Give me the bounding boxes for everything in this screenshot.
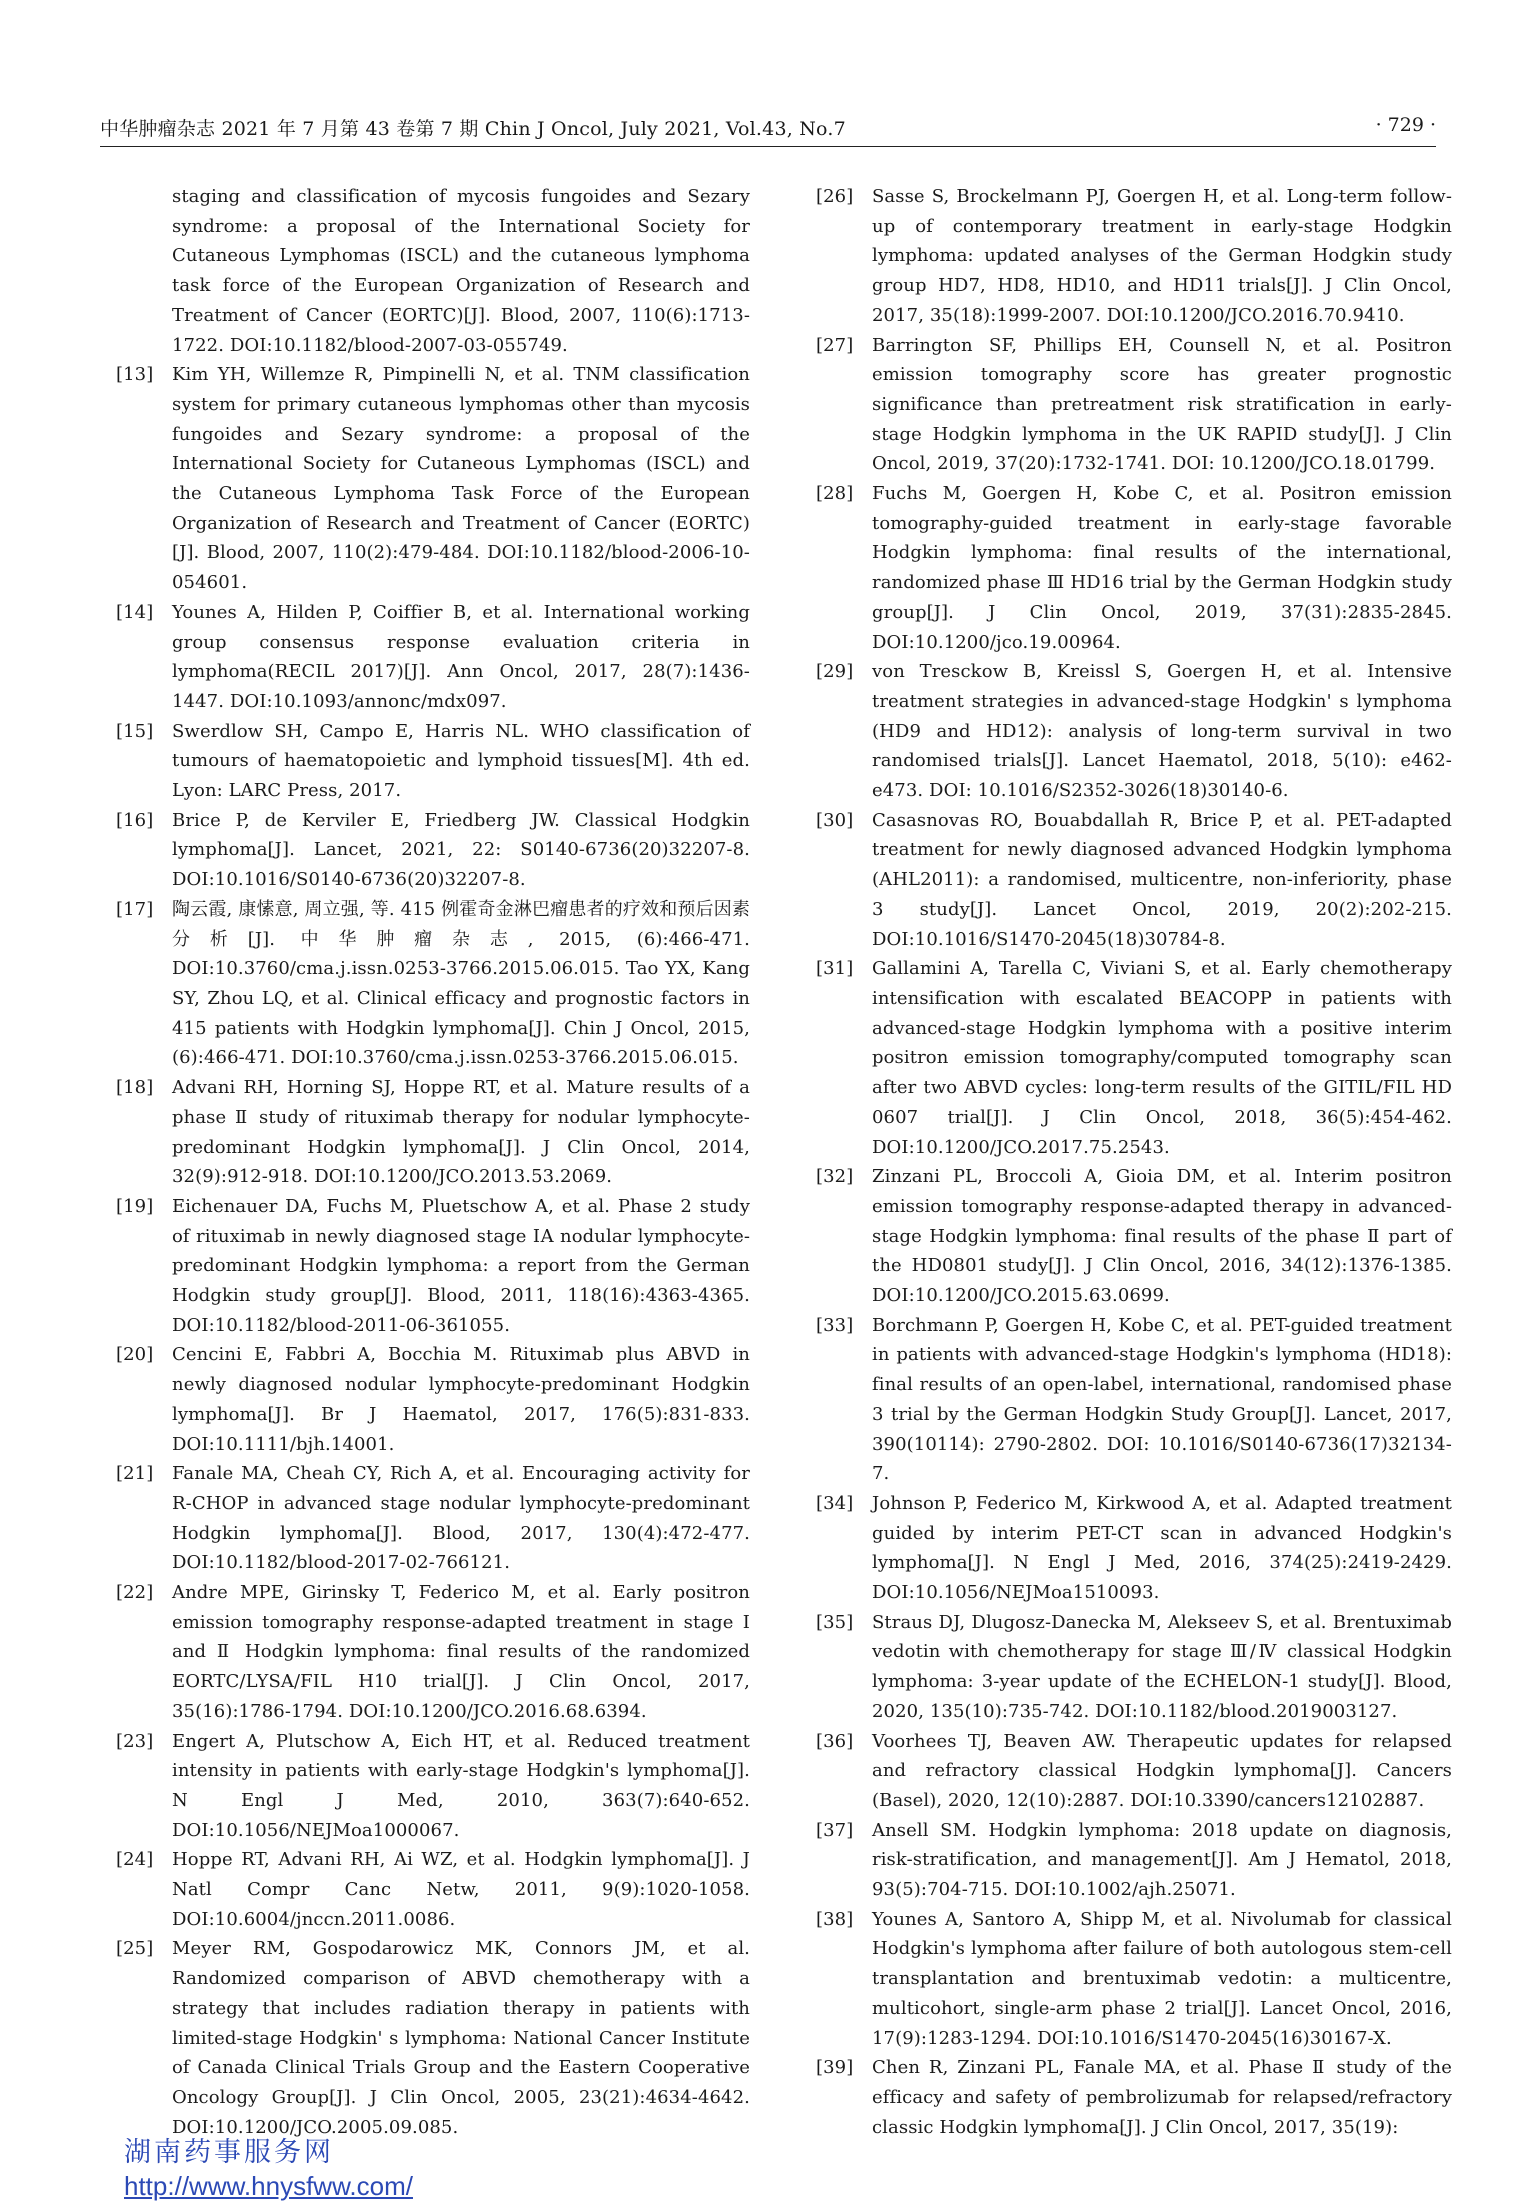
reference-number: [26] — [816, 186, 854, 207]
reference-item — [816, 479, 1452, 657]
reference-text: Advani RH, Horning SJ, Hoppe RT, et al. Mature results of a phase Ⅱ study of rituximab therapy for nodular lymphocyte-predominant Hodgkin lymphoma[J]. J Clin Oncol, 2014, 32(9):912-918. DOI:10.1200/JCO.2013.53.2069. — [172, 1077, 750, 1188]
reference-item — [122, 182, 750, 360]
reference-number: [18] — [116, 1077, 154, 1099]
reference-number: [16] — [116, 809, 154, 831]
reference-number: [34] — [816, 1492, 854, 1514]
reference-item — [116, 1192, 750, 1341]
reference-item — [116, 1845, 750, 1934]
watermark-footer — [124, 2130, 413, 2202]
reference-number: [21] — [116, 1463, 154, 1485]
reference-number: [22] — [116, 1582, 154, 1604]
reference-text: Sasse S, Brockelmann PJ, Goergen H, et al. Long-term follow-up of contemporary treatment in early-stage Hodgkin lymphoma: updated analyses of the German Hodgkin study group HD7, HD8, HD10, and HD11 trials[J]. J Clin Oncol, 2017, 35(18):1999-2007. DOI:10.1200/JCO.2016.70.9410. — [872, 186, 1452, 326]
reference-text: Eichenauer DA, Fuchs M, Pluetschow A, et al. Phase 2 study of rituximab in newly diagnosed stage ⅠA nodular lymphocyte-predominant Hodgkin lymphoma: a report from the German Hodgkin study group[J]. Blood, 2011, 118(16):4363-4365. DOI:10.1182/blood-2011-06-361055. — [172, 1195, 750, 1336]
journal-citation-line: 中华肿瘤杂志 2021 年 7 月第 43 卷第 7 期 Chin J Oncol, July 2021, Vol.43, No.7 — [100, 118, 846, 140]
reference-text: Zinzani PL, Broccoli A, Gioia DM, et al. Interim positron emission tomography response-adapted therapy in advanced-stage Hodgkin lymphoma: final results of the phase Ⅱ part of the HD0801 study[J]. J Clin Oncol, 2016, 34(12):1376-1385. DOI:10.1200/JCO.2015.63.0699. — [872, 1166, 1452, 1307]
reference-number: [14] — [116, 601, 154, 623]
reference-text: Fanale MA, Cheah CY, Rich A, et al. Encouraging activity for R-CHOP in advanced stage nodular lymphocyte-predominant Hodgkin lymphoma[J]. Blood, 2017, 130(4):472-477. DOI:10.1182/blood-2017-02-766121. — [172, 1463, 750, 1574]
reference-item — [116, 806, 750, 895]
reference-item — [116, 1073, 750, 1192]
reference-item — [816, 1727, 1452, 1816]
reference-number: [29] — [816, 661, 854, 683]
reference-text: Straus DJ, Dlugosz-Danecka M, Alekseev S, et al. Brentuximab vedotin with chemotherapy for stage Ⅲ/Ⅳ classical Hodgkin lymphoma: 3-year update of the ECHELON-1 study[J]. Blood, 2020, 135(10):735-742. DOI:10.1182/blood.2019003127. — [872, 1611, 1452, 1722]
reference-item — [816, 1489, 1452, 1608]
reference-item — [116, 1340, 750, 1459]
reference-text: Ansell SM. Hodgkin lymphoma: 2018 update on diagnosis, risk-stratification, and management[J]. Am J Hematol, 2018, 93(5):704-715. DOI:10.1002/ajh.25071. — [872, 1819, 1452, 1901]
reference-item — [816, 1311, 1452, 1489]
reference-number: [17] — [116, 898, 154, 920]
reference-text: Younes A, Santoro A, Shipp M, et al. Nivolumab for classical Hodgkin's lymphoma after failure of both autologous stem-cell transplantation and brentuximab vedotin: a multicentre, multicohort, single-arm phase 2 trial[J]. Lancet Oncol, 2016, 17(9):1283-1294. DOI:10.1016/S1470-2045(16)30167-X. — [872, 1908, 1452, 2049]
reference-text: Hoppe RT, Advani RH, Ai WZ, et al. Hodgkin lymphoma[J]. J Natl Compr Canc Netw, 2011, 9(9):1020-1058. DOI:10.6004/jnccn.2011.0086. — [172, 1849, 750, 1930]
reference-item — [116, 1727, 750, 1846]
reference-text: Chen R, Zinzani PL, Fanale MA, et al. Phase Ⅱ study of the efficacy and safety of pembrolizumab for relapsed/refractory classic Hodgkin lymphoma[J]. J Clin Oncol, 2017, 35(19): — [872, 2057, 1452, 2138]
reference-number: [25] — [116, 1938, 154, 1960]
reference-text: Engert A, Plutschow A, Eich HT, et al. Reduced treatment intensity in patients with early-stage Hodgkin's lymphoma[J]. N Engl J Med, 2010, 363(7):640-652. DOI:10.1056/NEJMoa1000067. — [172, 1730, 750, 1841]
reference-number: [19] — [116, 1195, 154, 1217]
reference-text: Borchmann P, Goergen H, Kobe C, et al. PET-guided treatment in patients with advanced-stage Hodgkin's lymphoma (HD18): final results of an open-label, international, randomised phase 3 trial by the German Hodgkin Study Group[J]. Lancet, 2017, 390(10114): 2790-2802. DOI: 10.1016/S0140-6736(17)32134-7. — [872, 1314, 1452, 1485]
reference-text: Fuchs M, Goergen H, Kobe C, et al. Positron emission tomography-guided treatment in early-stage favorable Hodgkin lymphoma: final results of the international, randomized phase Ⅲ HD16 trial by the German Hodgkin study group[J]. J Clin Oncol, 2019, 37(31):2835-2845. DOI:10.1200/jco.19.00964. — [872, 483, 1452, 653]
reference-text: Kim YH, Willemze R, Pimpinelli N, et al. TNM classification system for primary cutaneous lymphomas other than mycosis fungoides and Sezary syndrome: a proposal of the International Society for Cutaneous Lymphomas (ISCL) and the Cutaneous Lymphoma Task Force of the European Organization of Research and Treatment of Cancer (EORTC)[J]. Blood, 2007, 110(2):479-484. DOI:10.1182/blood-2006-10-054601. — [172, 364, 750, 594]
reference-item — [816, 1162, 1452, 1311]
site-name: 湖南药事服务网 — [124, 2137, 334, 2167]
reference-item — [116, 360, 750, 598]
reference-item — [116, 717, 750, 806]
reference-text: von Tresckow B, Kreissl S, Goergen H, et al. Intensive treatment strategies in advanced-stage Hodgkin' s lymphoma (HD9 and HD12): analysis of long-term survival in two randomised trials[J]. Lancet Haematol, 2018, 5(10): e462-e473. DOI: 10.1016/S2352-3026(18)30140-6. — [872, 661, 1452, 802]
reference-item — [816, 1816, 1452, 1905]
reference-item — [116, 1459, 750, 1578]
reference-number: [33] — [816, 1314, 854, 1336]
reference-item — [816, 2053, 1452, 2142]
reference-text: 陶云霞, 康愫意, 周立强, 等. 415 例霍奇金淋巴瘤患者的疗效和预后因素分析[J]. 中华肿瘤杂志, 2015, (6):466-471. DOI:10.3760/cma.j.issn.0253-3766.2015.06.015. Tao YX, Kang SY, Zhou LQ, et al. Clinical efficacy and prognostic factors in 415 patients with Hodgkin lymphoma[J]. Chin J Oncol, 2015, (6):466-471. DOI:10.3760/cma.j.issn.0253-3766.2015.06.015. — [172, 898, 750, 1069]
reference-item — [816, 806, 1452, 955]
reference-item — [816, 1905, 1452, 2054]
reference-text: Johnson P, Federico M, Kirkwood A, et al. Adapted treatment guided by interim PET-CT scan in advanced Hodgkin's lymphoma[J]. N Engl J Med, 2016, 374(25):2419-2429. DOI:10.1056/NEJMoa1510093. — [872, 1492, 1452, 1604]
reference-number: [35] — [816, 1611, 854, 1633]
reference-text: Meyer RM, Gospodarowicz MK, Connors JM, et al. Randomized comparison of ABVD chemotherapy with a strategy that includes radiation therapy in patients with limited-stage Hodgkin' s lymphoma: National Cancer Institute of Canada Clinical Trials Group and the Eastern Cooperative Oncology Group[J]. J Clin Oncol, 2005, 23(21):4634-4642. DOI:10.1200/JCO.2005.09.085. — [172, 1938, 750, 2138]
reference-column-right — [816, 182, 1452, 2142]
reference-item — [816, 657, 1452, 806]
reference-text: Brice P, de Kerviler E, Friedberg JW. Classical Hodgkin lymphoma[J]. Lancet, 2021, 22: S0140-6736(20)32207-8. DOI:10.1016/S0140-6736(20)32207-8. — [172, 809, 750, 891]
reference-number: [13] — [116, 364, 154, 386]
reference-number: [28] — [816, 483, 854, 505]
reference-item — [816, 331, 1452, 480]
reference-number: [39] — [816, 2057, 854, 2079]
reference-number: [27] — [816, 334, 854, 356]
reference-item — [116, 598, 750, 717]
reference-number: [36] — [816, 1730, 854, 1752]
reference-number: [24] — [116, 1849, 154, 1871]
reference-item — [116, 1934, 750, 2142]
reference-number: [30] — [816, 809, 854, 831]
reference-item — [816, 182, 1452, 331]
reference-number: [15] — [116, 720, 154, 742]
reference-text: Cencini E, Fabbri A, Bocchia M. Rituximab plus ABVD in newly diagnosed nodular lymphocyte-predominant Hodgkin lymphoma[J]. Br J Haematol, 2017, 176(5):831-833. DOI:10.1111/bjh.14001. — [172, 1344, 750, 1455]
reference-number: [31] — [816, 958, 854, 980]
reference-number: [20] — [116, 1344, 154, 1366]
running-header — [100, 112, 1436, 147]
reference-item — [116, 895, 750, 1073]
reference-text: staging and classification of mycosis fungoides and Sezary syndrome: a proposal of the International Society for Cutaneous Lymphomas (ISCL) and the cutaneous lymphoma task force of the European Organization of Research and Treatment of Cancer (EORTC)[J]. Blood, 2007, 110(6):1713-1722. DOI:10.1182/blood-2007-03-055749. — [172, 186, 750, 356]
reference-item — [116, 1578, 750, 1727]
reference-text: Voorhees TJ, Beaven AW. Therapeutic updates for relapsed and refractory classical Hodgkin lymphoma[J]. Cancers (Basel), 2020, 12(10):2887. DOI:10.3390/cancers12102887. — [872, 1730, 1452, 1811]
reference-text: Casasnovas RO, Bouabdallah R, Brice P, et al. PET-adapted treatment for newly diagnosed advanced Hodgkin lymphoma (AHL2011): a randomised, multicentre, non-inferiority, phase 3 study[J]. Lancet Oncol, 2019, 20(2):202-215. DOI:10.1016/S1470-2045(18)30784-8. — [872, 809, 1452, 950]
reference-column-left — [116, 182, 750, 2142]
reference-item — [816, 954, 1452, 1162]
reference-item — [816, 1608, 1452, 1727]
reference-text: Barrington SF, Phillips EH, Counsell N, et al. Positron emission tomography score has greater prognostic significance than pretreatment risk stratification in early-stage Hodgkin lymphoma in the UK RAPID study[J]. J Clin Oncol, 2019, 37(20):1732-1741. DOI: 10.1200/JCO.18.01799. — [872, 334, 1452, 475]
reference-text: Swerdlow SH, Campo E, Harris NL. WHO classification of tumours of haematopoietic and lymphoid tissues[M]. 4th ed. Lyon: LARC Press, 2017. — [172, 720, 750, 802]
reference-number: [38] — [816, 1908, 854, 1930]
site-url-link[interactable]: http://www.hnysfww.com/ — [124, 2171, 413, 2201]
reference-number: [37] — [816, 1819, 854, 1841]
reference-text: Gallamini A, Tarella C, Viviani S, et al. Early chemotherapy intensification with escalated BEACOPP in patients with advanced-stage Hodgkin lymphoma with a positive interim positron emission tomography/computed tomography scan after two ABVD cycles: long-term results of the GITIL/FIL HD 0607 trial[J]. J Clin Oncol, 2018, 36(5):454-462. DOI:10.1200/JCO.2017.75.2543. — [872, 958, 1452, 1158]
page-number: · 729 · — [1375, 114, 1436, 136]
reference-text: Younes A, Hilden P, Coiffier B, et al. International working group consensus response evaluation criteria in lymphoma(RECIL 2017)[J]. Ann Oncol, 2017, 28(7):1436-1447. DOI:10.1093/annonc/mdx097. — [172, 601, 750, 712]
reference-text: Andre MPE, Girinsky T, Federico M, et al. Early positron emission tomography response-adapted treatment in stage Ⅰ and Ⅱ Hodgkin lymphoma: final results of the randomized EORTC/LYSA/FIL H10 trial[J]. J Clin Oncol, 2017, 35(16):1786-1794. DOI:10.1200/JCO.2016.68.6394. — [172, 1582, 750, 1722]
reference-number: [32] — [816, 1166, 854, 1188]
reference-number: [23] — [116, 1730, 154, 1752]
